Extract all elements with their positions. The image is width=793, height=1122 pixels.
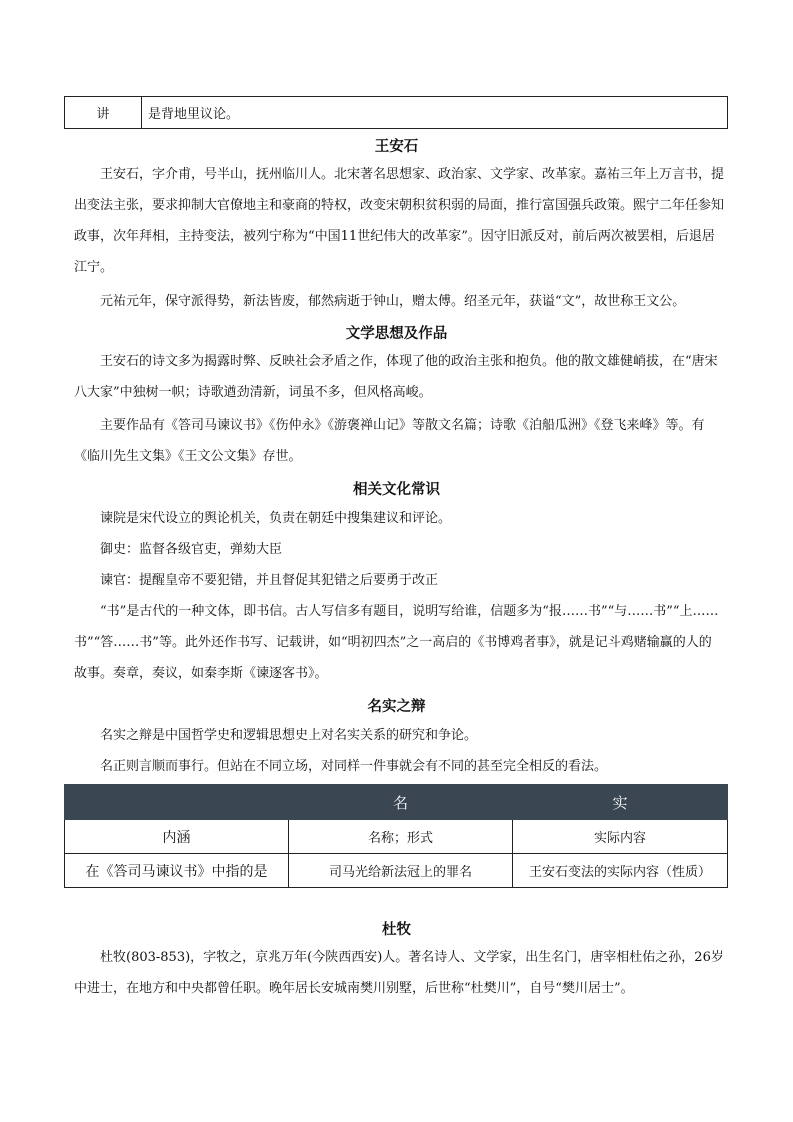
definition-cell: 是背地里议论。 <box>142 97 728 129</box>
paragraph-wang-bio: 王安石，字介甫，号半山，抚州临川人。北宋著名思想家、政治家、文学家、改革家。嘉祐三年上万言书，提出变法主张，要求抑制大官僚地主和豪商的特权，改变宋朝积贫积弱的局面，推行富国强兵政策。熙宁二年任参知政事，次年拜相，主持变法，被列宁称为“中国11世纪伟大的改革家”。因守旧派反对，前后两次被罢相，后退居江宁。 <box>74 167 725 275</box>
section-title-works: 文学思想及作品 <box>345 326 448 342</box>
paragraph-wang-later: 元祐元年，保守派得势，新法皆废，郁然病逝于钟山，赠太傅。绍圣元年，获谥“文”，故世称王文公。 <box>100 294 686 309</box>
table-row <box>65 97 728 129</box>
table-header-real: 实 <box>513 785 728 820</box>
paragraph-works-list: 主要作品有《答司马谏议书》《伤仲永》《游褒禅山记》等散文名篇；诗歌《泊船瓜洲》《登飞来峰》等。有《临川先生文集》《王文公文集》存世。 <box>74 418 705 464</box>
paragraph-shu: “书”是古代的一种文体，即书信。古人写信多有题目，说明写给谁，信题多为“报……书”“与……书”“上……书”“答……书”等。此外还作书写、记载讲，如“明初四杰”之一高启的《书博鸡者事》，就是记斗鸡赌输赢的人的故事。奏章，奏议，如秦李斯《谏逐客书》。 <box>74 604 719 681</box>
table-row <box>65 854 728 888</box>
table-cell: 在《答司马谏议书》中指的是 <box>65 854 289 888</box>
paragraph-works-style: 王安石的诗文多为揭露时弊、反映社会矛盾之作，体现了他的政治主张和抱负。他的散文雄健峭拔，在“唐宋八大家”中独树一帜；诗歌遒劲清新，词虽不多，但风格高峻。 <box>74 354 718 400</box>
section-title-culture: 相关文化常识 <box>353 482 440 498</box>
paragraph-name-real-view: 名正则言顺而事行。但站在不同立场，对同样一件事就会有不同的甚至完全相反的看法。 <box>100 759 608 774</box>
section-title-name-real: 名实之辩 <box>367 699 426 715</box>
table-header-name: 名 <box>289 785 513 820</box>
table-header-empty <box>65 785 289 820</box>
paragraph-jianyuan: 谏院是宋代设立的舆论机关，负责在朝廷中搜集建议和评论。 <box>100 511 452 526</box>
definition-table <box>64 96 728 129</box>
section-title-wang-anshi: 王安石 <box>374 139 419 155</box>
term-cell: 讲 <box>65 97 142 129</box>
paragraph-name-real-def: 名实之辩是中国哲学史和逻辑思想史上对名实关系的研究和争论。 <box>100 728 478 743</box>
paragraph-du-mu-bio: 杜牧(803-853)，字牧之，京兆万年(今陕西西安)人。著名诗人、文学家，出生名门，唐宰相杜佑之孙，26岁中进士，在地方和中央都曾任职。晚年居长安城南樊川别墅，后世称“杜樊川”，自号“樊川居士”。 <box>74 950 724 996</box>
table-cell: 实际内容 <box>513 820 728 854</box>
table-cell: 名称；形式 <box>289 820 513 854</box>
table-cell: 王安石变法的实际内容（性质） <box>513 854 728 888</box>
table-cell: 司马光给新法冠上的罪名 <box>289 854 513 888</box>
paragraph-jianguan: 谏官：提醒皇帝不要犯错，并且督促其犯错之后要勇于改正 <box>100 573 439 588</box>
name-real-table <box>64 784 728 888</box>
table-header-row <box>65 785 728 820</box>
section-title-du-mu: 杜牧 <box>382 922 411 938</box>
table-row <box>65 820 728 854</box>
paragraph-yushi: 御史：监督各级官吏，弹劾大臣 <box>100 542 283 557</box>
table-cell: 内涵 <box>65 820 289 854</box>
